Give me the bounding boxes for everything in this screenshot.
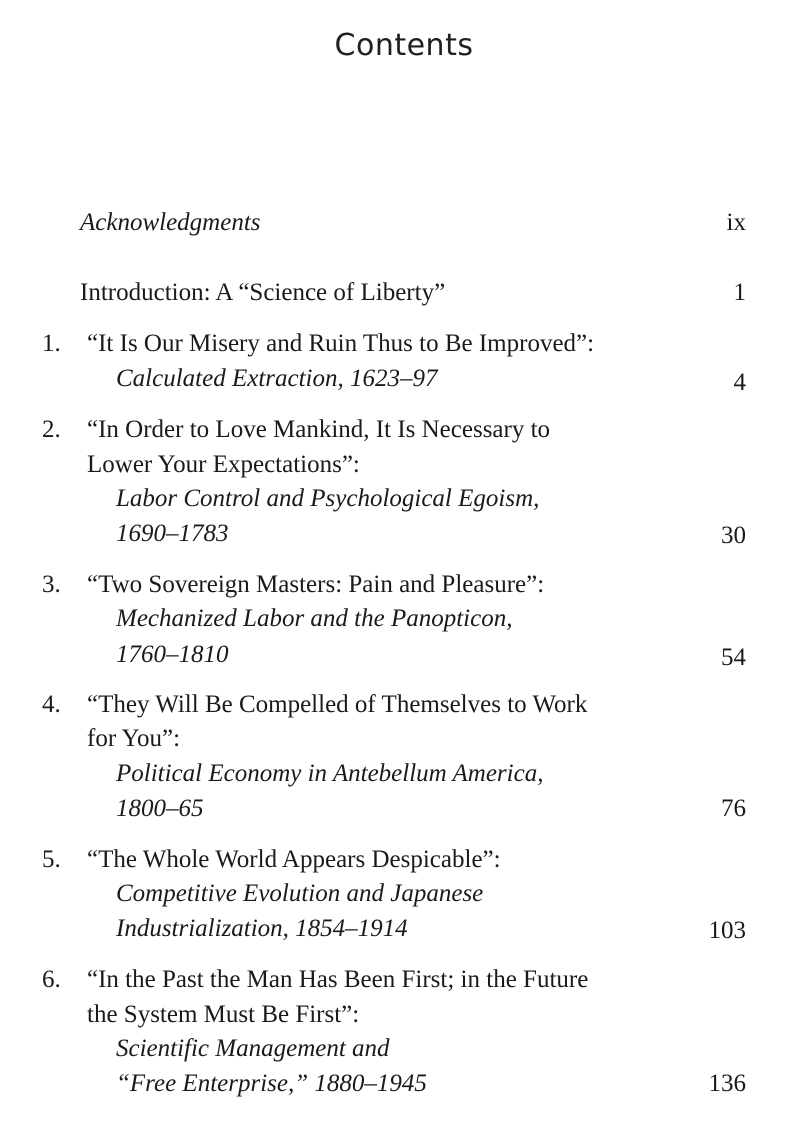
chapter-subtitle-line: Industrialization, 1854–1914	[116, 915, 408, 942]
chapter-number: 4.	[42, 691, 61, 718]
chapter-title-line: “In Order to Love Mankind, It Is Necessary to	[87, 416, 551, 443]
chapter-title-line: for You”:	[87, 725, 181, 752]
chapter-subtitle-line: Political Economy in Antebellum America,	[116, 760, 544, 787]
chapter-title-line: “It Is Our Misery and Ruin Thus to Be Improved”:	[87, 330, 595, 357]
chapter-subtitle-line: 1690–1783	[116, 520, 229, 547]
chapter-title-line: Lower Your Expectations”:	[87, 451, 360, 478]
chapter-subtitle-line: Competitive Evolution and Japanese	[116, 880, 484, 907]
page-number: 76	[721, 795, 746, 822]
page-number: 103	[708, 917, 746, 944]
page-number: 4	[733, 369, 746, 396]
chapter-subtitle-line: 1760–1810	[116, 641, 229, 668]
chapter-number: 5.	[42, 846, 61, 873]
chapter-subtitle-line: Labor Control and Psychological Egoism,	[116, 485, 540, 512]
chapter-number: 2.	[42, 416, 61, 443]
chapter-title-line: “Two Sovereign Masters: Pain and Pleasure”:	[87, 571, 545, 598]
chapter-subtitle-line: Calculated Extraction, 1623–97	[116, 365, 438, 392]
page-number: 1	[733, 279, 746, 306]
chapter-subtitle-line: “Free Enterprise,” 1880–1945	[116, 1070, 427, 1097]
entry-title: Introduction: A “Science of Liberty”	[80, 279, 446, 306]
page-number: ix	[726, 209, 746, 236]
page-number: 54	[721, 644, 746, 671]
chapter-subtitle-line: 1800–65	[116, 795, 204, 822]
chapter-title-line: “In the Past the Man Has Been First; in the Future	[87, 966, 589, 993]
page-number: 136	[708, 1070, 746, 1097]
page-number: 30	[721, 522, 746, 549]
chapter-subtitle-line: Scientific Management and	[116, 1035, 390, 1062]
chapter-title-line: “The Whole World Appears Despicable”:	[87, 846, 501, 873]
chapter-number: 6.	[42, 966, 61, 993]
chapter-title-line: “They Will Be Compelled of Themselves to Work	[87, 691, 588, 718]
entry-title: Acknowledgments	[80, 209, 261, 236]
chapter-title-line: the System Must Be First”:	[87, 1001, 360, 1028]
page-title: Contents	[334, 28, 474, 63]
chapter-number: 1.	[42, 330, 61, 357]
chapter-subtitle-line: Mechanized Labor and the Panopticon,	[116, 605, 513, 632]
chapter-number: 3.	[42, 571, 61, 598]
